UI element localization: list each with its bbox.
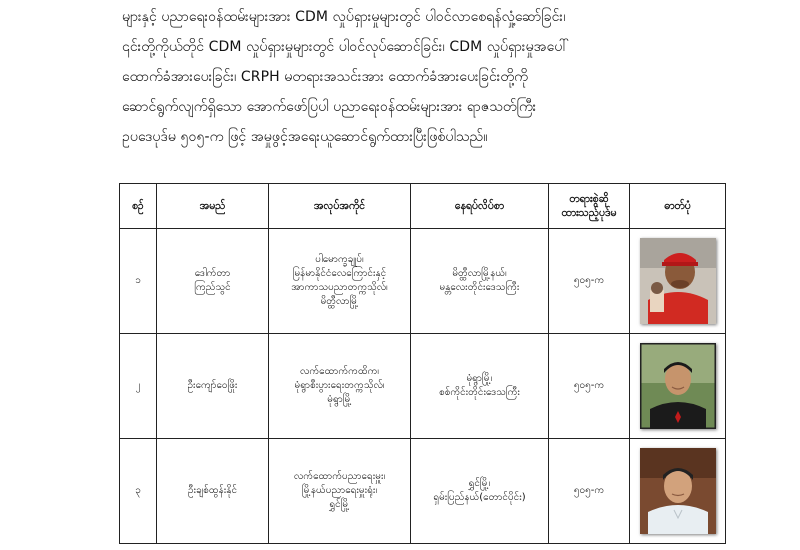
cell-section: ၅၀၅-က: [549, 229, 630, 334]
cell-photo: [630, 334, 726, 439]
cell-name: [157, 439, 269, 544]
address-line: မန္တလေးတိုင်းဒေသကြီး: [439, 282, 520, 293]
cell-position: [269, 439, 411, 544]
table-row: [120, 229, 726, 334]
paragraph-line: များနှင့် ပညာရေးဝန်ထမ်းများအား CDM လှုပ်ရှားမှုများတွင် ပါဝင်လာစေရန်လှုံ့ဆော်ခြင်း၊: [122, 9, 566, 25]
header-section-line2: ထားသည့်ပုဒ်မ: [561, 207, 617, 219]
cell-photo: [630, 439, 726, 544]
portrait-photo: [640, 448, 716, 534]
position-line: မြို့နယ်ပညာရေးမှူးရုံး၊: [301, 485, 378, 496]
paragraph-line: ထောက်ခံအားပေးခြင်း၊ CRPH မတရားအသင်းအား ထောက်ခံအားပေးခြင်းတို့ကို: [122, 69, 528, 85]
intro-paragraph: [122, 2, 690, 152]
header-address: နေရပ်လိပ်စာ: [411, 184, 549, 229]
address-line: မိတ္ထီလာမြို့နယ်၊: [452, 268, 507, 279]
cell-name: [157, 334, 269, 439]
header-photo: ဓာတ်ပုံ: [630, 184, 726, 229]
position-line: အာကာသပညာတက္ကသိုလ်၊: [291, 282, 388, 293]
position-line: မုံရွာမြို့: [327, 394, 352, 405]
cell-no: ၁: [120, 229, 157, 334]
address-line: ရွှင်မြို့၊: [468, 478, 491, 489]
cell-photo: [630, 229, 726, 334]
position-line: ပါမောက္ခချုပ်၊: [315, 254, 364, 265]
position-line: မိတ္ထီလာမြို့: [320, 296, 359, 307]
table-row: [120, 334, 726, 439]
address-line: မုံရွာမြို့၊: [466, 373, 493, 384]
paragraph-line: ဆောင်ရွက်လျက်ရှိသော အောက်ဖော်ပြပါ ပညာရေးဝန်ထမ်းများအား ရာဇသတ်ကြီး: [122, 99, 537, 115]
table-header-row: [120, 184, 726, 229]
cell-name: [157, 229, 269, 334]
header-section-line1: တရားစွဲဆို: [569, 193, 609, 205]
cell-section: ၅၀၅-က: [549, 439, 630, 544]
cell-section: ၅၀၅-က: [549, 334, 630, 439]
position-line: လက်ထောက်ပညာရေးမှူး၊: [293, 471, 386, 482]
header-name: အမည်: [157, 184, 269, 229]
address-line: ရှမ်းပြည်နယ်(တောင်ပိုင်း): [433, 492, 526, 503]
name-line: ဦးကျော်ဝေဖြိုး: [187, 380, 238, 391]
name-line: ကြည်သွင်: [194, 282, 231, 293]
paragraph-line: ဥပဒေပုဒ်မ ၅၀၅-က ဖြင့် အမှုဖွင့်အရေးယူဆောင်ရွက်ထားပြီးဖြစ်ပါသည်။: [122, 129, 488, 145]
paragraph-line: ၎င်းတို့ကိုယ်တိုင် CDM လှုပ်ရှားမှုများတွင် ပါဝင်လုပ်ဆောင်ခြင်း၊ CDM လှုပ်ရှားမှုအပေါ်: [122, 39, 569, 55]
position-line: ရွှင်မြို့: [329, 499, 350, 510]
position-line: မုံရွာစီးပွားရေးတက္ကသိုလ်၊: [294, 380, 385, 391]
address-line: စစ်ကိုင်းတိုင်းဒေသကြီး: [439, 387, 520, 398]
header-section: [549, 184, 630, 229]
position-line: လက်ထောက်ကထိက၊: [300, 366, 379, 377]
name-line: ဦးချစ်ထွန်းနိုင်: [187, 485, 237, 496]
header-position: အလုပ်အကိုင်: [269, 184, 411, 229]
cell-position: [269, 229, 411, 334]
cell-no: ၂: [120, 334, 157, 439]
position-line: မြန်မာနိုင်ငံလေကြောင်းနှင့်: [292, 268, 387, 279]
cell-position: [269, 334, 411, 439]
portrait-photo: [640, 343, 716, 429]
cell-address: [411, 439, 549, 544]
name-line: ဒေါက်တာ: [194, 268, 231, 279]
cell-address: [411, 334, 549, 439]
portrait-photo: [640, 238, 716, 324]
cell-address: [411, 229, 549, 334]
header-no: စဉ်: [120, 184, 157, 229]
table-row: [120, 439, 726, 544]
records-table: [119, 183, 726, 544]
cell-no: ၃: [120, 439, 157, 544]
